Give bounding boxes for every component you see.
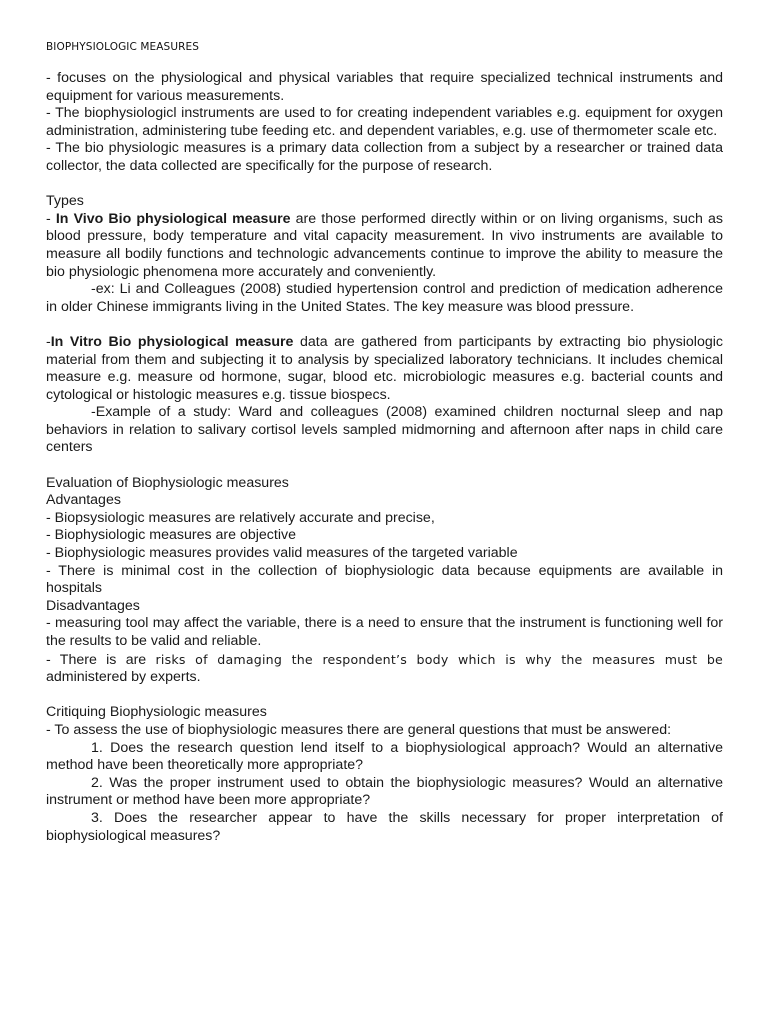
in-vivo-term: In Vivo Bio physiological measure [55,210,291,227]
in-vivo-prefix: - [46,210,56,227]
spacer [46,176,723,194]
advantage-item: - Biophysiologic measures provides valid measures of the targeted variable [46,545,518,562]
critique-question: 1. Does the research question lend itself to a biophysiological approach? Would an alternative method have been theoretically more appropriate? [46,739,723,774]
disadvantage-2-end: administered by experts. [46,669,201,686]
in-vitro-example: -Example of a study: Ward and colleagues (2008) examined children nocturnal sleep and nap behaviors in relation to salivary cortisol levels sampled midmorning and afternoon after naps in child care centers [46,404,723,456]
disadvantage-item [46,651,723,670]
in-vitro-term: In Vitro Bio physiological measure [50,333,294,350]
document-page [46,40,723,845]
intro-paragraph-1: - focuses on the physiological and physical variables that require specialized technical instruments and equipment for various measurements. [46,70,723,104]
intro-paragraph-3: - The bio physiologic measures is a primary data collection from a subject by a researcher or trained data collector, the data collected are specifically for the purpose of research. [46,140,723,174]
spacer [46,457,723,475]
critique-question: 3. Does the researcher appear to have the skills necessary for proper interpretation of biophysiological measures? [46,809,723,844]
document-title: BIOPHYSIOLOGIC MEASURES [46,41,199,53]
disadvantage-item: - measuring tool may affect the variable, there is a need to ensure that the instrument is functioning well for the results to be valid and reliable. [46,615,723,649]
in-vitro-prefix: - [46,333,51,350]
disadvantage-2-middle: risks of damaging the respondent’s body which is why the measures must be [155,651,723,667]
critiquing-heading: Critiquing Biophysiologic measures [46,704,267,721]
in-vivo-paragraph [46,211,723,281]
critiquing-intro: - To assess the use of biophysiologic measures there are general questions that must be answered: [46,721,672,738]
disadvantages-heading: Disadvantages [46,597,140,614]
advantages-heading: Advantages [46,492,121,509]
advantage-item: - There is minimal cost in the collection of biophysiologic data because equipments are available in hospitals [46,562,723,597]
in-vivo-description: are those performed directly within or on living organisms, such as blood pressure, body temperature and vital capacity measurement. In vivo instruments are available to measure all bodily functions and technologic advancements continue to improve the ability to measure the bio physiologic phenomena more accurately and conveniently. [46,210,723,280]
advantage-item: - Biophysiologic measures are objective [46,527,296,544]
spacer [46,316,723,334]
intro-paragraph-2: - The biophysiologicl instruments are used to for creating independent variables e.g. equipment for oxygen administration, administering tube feeding etc. and dependent variables, e.g. use of thermometer scale etc. [46,105,723,139]
types-heading: Types [46,193,84,210]
advantage-item: - Biopsysiologic measures are relatively accurate and precise, [46,509,435,526]
evaluation-heading: Evaluation of Biophysiologic measures [46,474,289,491]
in-vitro-paragraph [46,334,723,404]
in-vivo-example: -ex: Li and Colleagues (2008) studied hypertension control and prediction of medication adherence in older Chinese immigrants living in the United States. The key measure was blood pressure. [46,281,723,315]
spacer [46,687,723,705]
disadvantage-2-start: - There is are [46,651,156,668]
critique-question: 2. Was the proper instrument used to obtain the biophysiologic measures? Would an alternative instrument or method have been more appropriate? [46,774,723,809]
in-vitro-description: data are gathered from participants by extracting bio physiologic material from them and subjecting it to analysis by specialized laboratory technicians. It includes chemical measure e.g. measure od hormone, sugar, blood etc. microbiologic measures e.g. bacterial counts and cytological or histologic measures e.g. tissue biospecs. [46,333,723,403]
